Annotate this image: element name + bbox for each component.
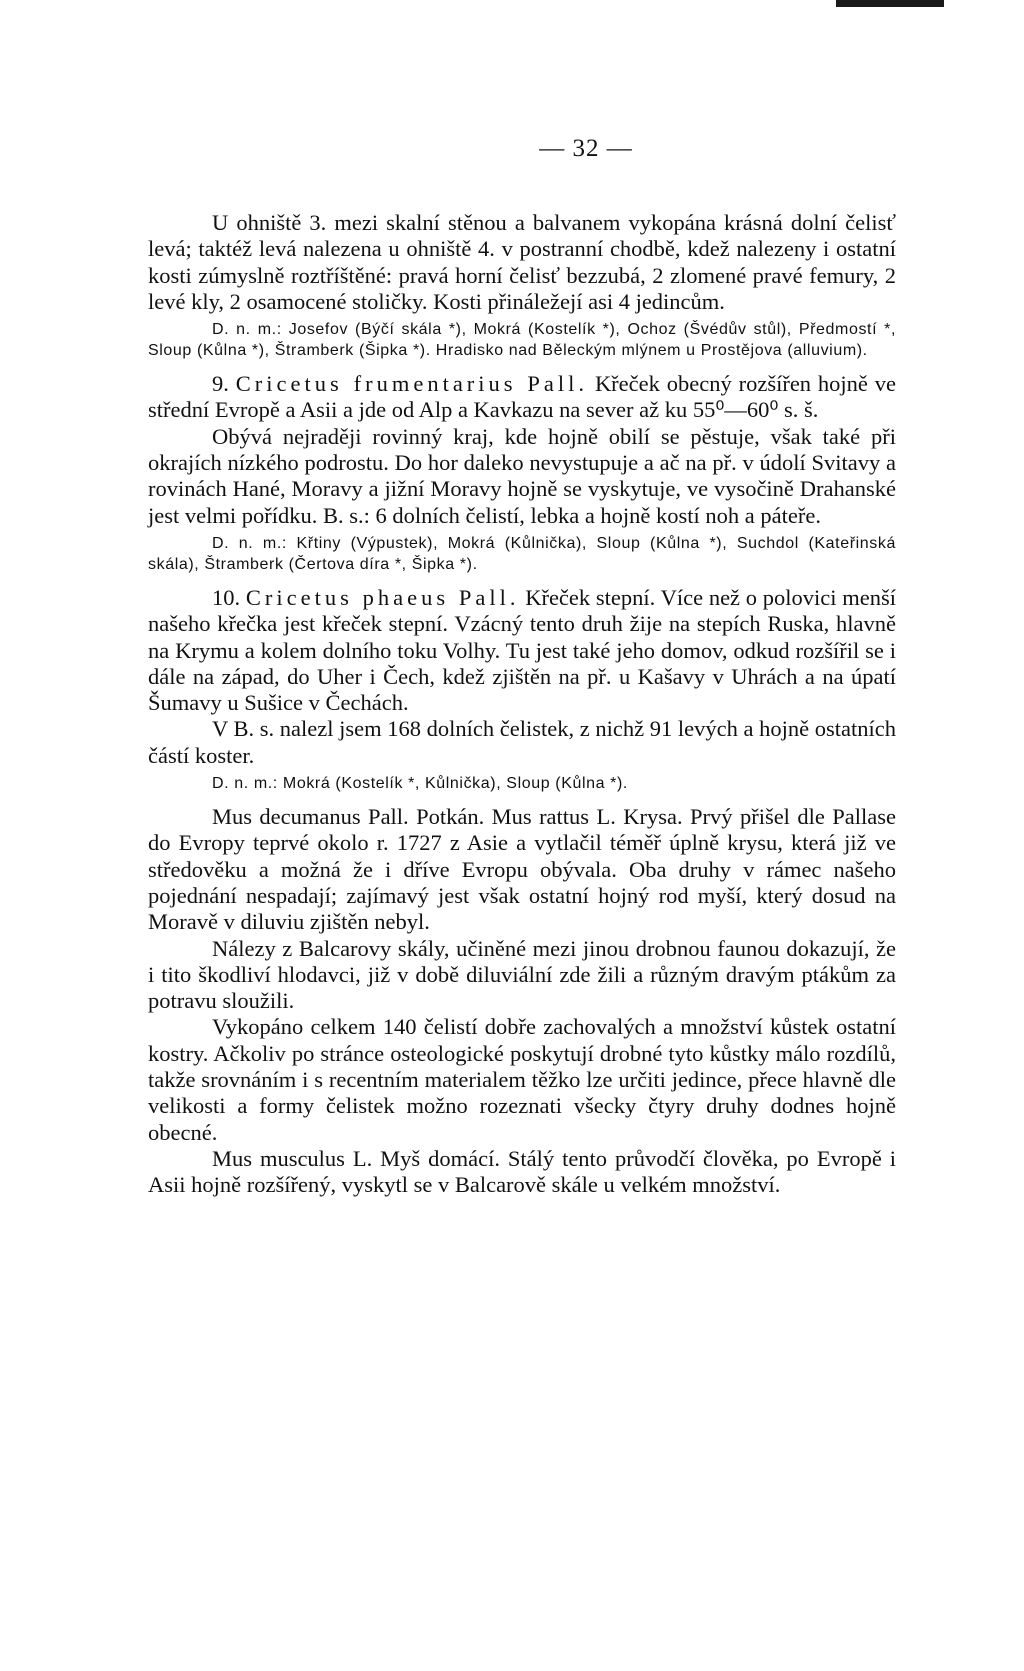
- species-text: Křeček obecný rozšířen hojně ve střední Evropě a Asii a jde od Alp a Kavkazu na sever až ku 55⁰—60⁰ s. š.: [148, 371, 897, 423]
- species-text: Křeček stepní. Více než o polovici menší našeho křečka jest křeček stepní. Vzácný tento druh žije na stepích Ruska, hlavně na Krymu a kolem dolního toku Volhy. Tu jest také jeho domov, odkud rozšířil se i dále na západ, do Uher i Čech, kdež zjištěn na př. u Kašavy v Uhrách a na úpatí Šumavy u Sušice v Čechách.: [148, 584, 897, 716]
- species-number: 9.: [212, 371, 229, 397]
- paragraph-balcarova-finds: Nálezy z Balcarovy skály, učiněné mezi jinou drobnou faunou dokazují, že i tito škodliví hlodavci, již v době diluviální zde žili a různým dravým ptákům za potravu sloužili.: [148, 935, 896, 1014]
- paragraph-mus-decumanus: Mus decumanus Pall. Potkán. Mus rattus L. Krysa. Prvý přišel dle Pallase do Evropy teprvé okolo r. 1727 z Asie a vytlačil téměř úplně krysu, která již ve středověku a možná že i dříve Evropu obývala. Oba druhy v rámec našeho pojednání nespadají; zajímavý jest však ostatní hojný rod myší, který dosud na Moravě v diluviu zjištěn nebyl.: [148, 804, 896, 935]
- page-number: — 32 —: [539, 135, 633, 162]
- paragraph-mus-musculus: Mus musculus L. Myš domácí. Stálý tento průvodčí člověka, po Evropě i Asii hojně rozšířený, vyskytl se v Balcarově skále u velkém množství.: [148, 1145, 896, 1198]
- paragraph-excavation: Vykopáno celkem 140 čelistí dobře zachovalých a množství kůstek ostatní kostry. Ačkoliv po stránce osteologické poskytují drobné tyto kůstky málo rozdílů, takže srovnáním i s recentním materialem těžko lze určiti jedince, přece hlavně dle velikosti a formy čelistek možno rozeznati všecky čtyry druhy dodnes hojně obecné.: [148, 1014, 896, 1145]
- locality-list-2: D. n. m.: Křtiny (Výpustek), Mokrá (Kůlnička), Sloup (Kůlna *), Suchdol (Kateřinská skála), Štramberk (Čertova díra *, Šipka *).: [148, 534, 896, 573]
- paragraph-jaw-count: V B. s. nalezl jsem 168 dolních čelistek, z nichž 91 levých a hojně ostatních částí koster.: [148, 716, 896, 768]
- paragraph-jaw-finds: U ohniště 3. mezi skalní stěnou a balvanem vykopána krásná dolní čelisť levá; taktéž levá nalezena u ohniště 4. v postranní chodbě, kdež nalezeny i ostatní kosti zúmyslně roztříštěné: pravá horní čelisť bezzubá, 2 zlomené pravé femury, 2 levé kly, 2 osamocené stoličky. Kosti přináležejí asi 4 jedincům.: [148, 210, 896, 314]
- species-name: Cricetus frumentarius Pall.: [235, 371, 589, 397]
- species-entry-cricetus-phaeus: [148, 585, 896, 716]
- locality-list-1: D. n. m.: Josefov (Býčí skála *), Mokrá (Kostelík *), Ochoz (Švédův stůl), Předmostí *, Sloup (Kůlna *), Štramberk (Šipka *). Hradisko nad Běleckým mlýnem u Prostějova (alluvium).: [148, 321, 896, 360]
- species-number: 10.: [212, 584, 241, 610]
- species-entry-cricetus-frumentarius: [148, 371, 896, 424]
- scan-edge-mark: [836, 0, 944, 7]
- species-name: Cricetus phaeus Pall.: [245, 584, 520, 610]
- book-page: [148, 135, 896, 1199]
- paragraph-habitat: Obývá nejraději rovinný kraj, kde hojně obilí se pěstuje, však také při okrajích nízkého podrostu. Do hor daleko nevystupuje a ač na př. v údolí Svitavy a rovinách Hané, Moravy a jižní Moravy hojně se vyskytuje, ve vysočině Drahanské jest velmi pořídku. B. s.: 6 dolních čelistí, lebka a hojně kostí noh a páteře.: [148, 423, 896, 528]
- locality-list-3: D. n. m.: Mokrá (Kostelík *, Kůlnička), Sloup (Kůlna *).: [212, 775, 628, 793]
